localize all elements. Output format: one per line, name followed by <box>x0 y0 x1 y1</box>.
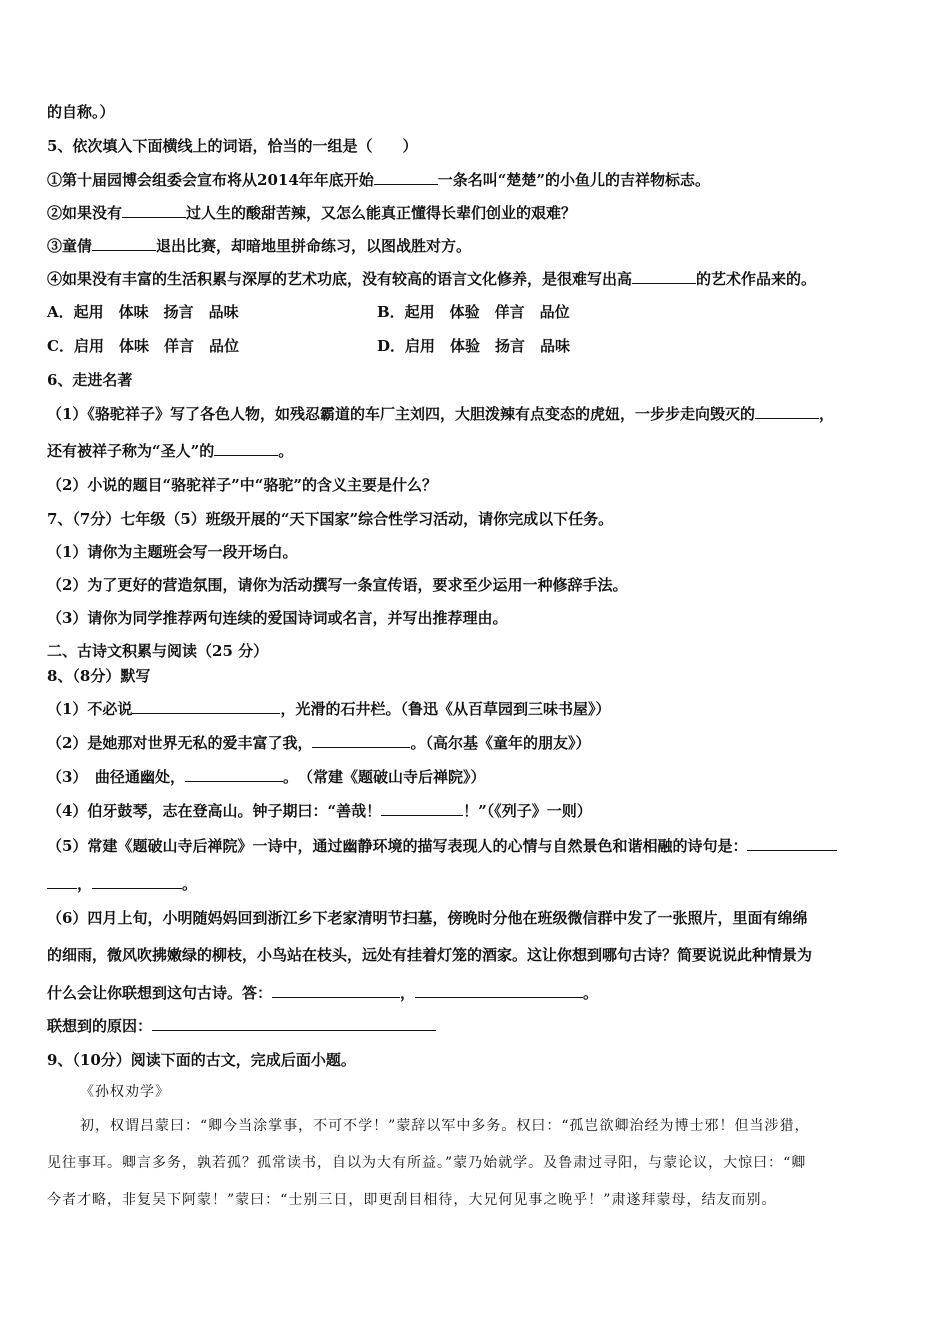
q7-task-2 <box>47 575 627 595</box>
q7-task-1 <box>47 542 297 562</box>
text: （1）《骆驼祥子》写了各色人物，如残忍霸道的车厂主刘四，大胆泼辣有点变态的虎妞，一步步走向毁灭的 <box>47 405 755 423</box>
option-b: B．起用 体验 佯言 品位 <box>377 303 570 321</box>
text: 7、（7分）七年级（5）班级开展的“天下国家”综合性学习活动，请你完成以下任务。 <box>47 510 614 528</box>
answer-blank <box>755 404 819 419</box>
section-2-heading <box>47 641 268 661</box>
text: 的细雨，微风吹拂嫩绿的柳枝，小鸟站在枝头，远处有挂着灯笼的酒家。这让你想到哪句古诗？简要说说此种情景为 <box>47 946 813 964</box>
q5-sentence-2 <box>47 203 576 223</box>
answer-blank <box>747 836 837 851</box>
answer-blank <box>312 733 410 748</box>
text: ③童倩 <box>47 237 93 255</box>
question-5-stem <box>47 136 417 156</box>
q7-task-3 <box>47 608 507 628</box>
text: 一条名叫“楚楚”的小鱼儿的吉祥物标志。 <box>437 171 711 189</box>
text: （6）四月上旬，小明随妈妈回到浙江乡下老家清明节扫墓，傍晚时分他在班级微信群中发了一张照片，里面有绵绵 <box>47 909 808 927</box>
text: （1）请你为主题班会写一段开场白。 <box>47 543 298 561</box>
text: （1）不必说 <box>47 700 133 718</box>
text: ！”（《列子》一则） <box>463 802 592 820</box>
answer-blank <box>152 1016 436 1031</box>
text: 。 （常建《题破山寺后禅院》） <box>282 768 486 786</box>
q8-item-2 <box>47 733 590 753</box>
text: （3）请你为同学推荐两句连续的爱国诗词或名言，并写出推荐理由。 <box>47 609 508 627</box>
answer-blank <box>381 801 463 816</box>
answer-blank <box>132 699 280 714</box>
answer-blank <box>92 874 182 889</box>
q8-item-5 <box>47 836 837 856</box>
text: （2）是她那对世界无私的爱丰富了我， <box>47 734 313 752</box>
answer-blank <box>632 269 696 284</box>
text: ， <box>818 405 834 423</box>
text: 。 <box>278 442 294 460</box>
q8-item-4 <box>47 801 592 821</box>
text: 5、依次填入下面横线上的词语，恰当的一组是（ ） <box>47 137 418 155</box>
text: ②如果没有 <box>47 204 123 222</box>
passage-title <box>80 1082 170 1102</box>
q6-part-1-cont <box>47 441 293 461</box>
q8-item-6-line-3 <box>47 983 598 1003</box>
text: 今者才略，非复吴下阿蒙！”蒙曰：“士别三日，即更刮目相待，大兄何见事之晚乎！”肃遂拜蒙母，结友而别。 <box>47 1192 777 1208</box>
text: （4）伯牙鼓琴，志在登高山。钟子期曰：“善哉！ <box>47 802 382 820</box>
option-c: C．启用 体味 佯言 品位 <box>47 337 239 355</box>
passage-line-3 <box>47 1190 776 1210</box>
q5-sentence-4 <box>47 269 816 289</box>
text: 9、（10分）阅读下面的古文，完成后面小题。 <box>47 1051 356 1069</box>
text: （5）常建《题破山寺后禅院》一诗中，通过幽静环境的描写表现人的心情与自然景色和谐相融的诗句是： <box>47 837 748 855</box>
passage-line-1 <box>80 1116 809 1136</box>
answer-blank <box>374 170 438 185</box>
text: 退出比赛，却暗地里拼命练习，以图战胜对方。 <box>156 237 472 255</box>
text: ， <box>400 984 416 1002</box>
text: 《孙权劝学》 <box>80 1084 170 1100</box>
text: 6、走进名著 <box>47 371 133 389</box>
question-8-stem <box>47 666 150 686</box>
q6-part-1 <box>47 404 834 424</box>
text: （3） 曲径通幽处， <box>47 768 185 786</box>
text: 。 <box>182 875 198 893</box>
answer-blank <box>47 874 77 889</box>
q8-item-6-reason <box>47 1016 436 1036</box>
text: ，光滑的石井栏。（鲁迅《从百草园到三味书屋》） <box>280 700 611 718</box>
question-7-stem <box>47 509 613 529</box>
answer-blank <box>272 983 400 998</box>
text: 过人生的酸甜苦辣，又怎么能真正懂得长辈们创业的艰难？ <box>186 204 577 222</box>
option-d: D．启用 体验 扬言 品味 <box>377 337 571 355</box>
q8-item-6 <box>47 908 807 928</box>
answer-blank <box>92 236 156 251</box>
q5-sentence-1 <box>47 170 710 190</box>
text: 二、古诗文积累与阅读（25 分） <box>47 642 269 660</box>
text: ， <box>77 875 93 893</box>
answer-blank <box>415 983 583 998</box>
answer-blank <box>214 441 278 456</box>
text: 还有被祥子称为“圣人”的 <box>47 442 215 460</box>
option-a: A．起用 体味 扬言 品味 <box>47 303 239 321</box>
text: 的艺术作品来的。 <box>696 270 817 288</box>
q6-part-2 <box>47 475 437 495</box>
question-9-stem <box>47 1050 356 1070</box>
text: 。 <box>583 984 599 1002</box>
text: （2）为了更好的营造氛围，请你为活动撰写一条宣传语，要求至少运用一种修辞手法。 <box>47 576 628 594</box>
text: ①第十届园博会组委会宣布将从2014年年底开始 <box>47 171 374 189</box>
text: 。（高尔基《童年的朋友》） <box>410 734 591 752</box>
text: （2）小说的题目“骆驼祥子”中“骆驼”的含义主要是什么？ <box>47 476 437 494</box>
text: 联想到的原因： <box>47 1017 153 1035</box>
q8-item-3 <box>47 767 485 787</box>
line-prev-answer-end <box>47 102 115 122</box>
text: 的自称。） <box>47 103 115 121</box>
text: 见往事耳。卿言多务，孰若孤？孤常读书，自以为大有所益。”蒙乃始就学。及鲁肃过寻阳，与蒙论议，大惊曰：“卿 <box>47 1155 807 1171</box>
answer-blank <box>122 203 186 218</box>
q8-item-5-cont <box>47 874 197 894</box>
text: 初，权谓吕蒙曰：“卿今当涂掌事，不可不学！”蒙辞以军中多务。权曰：“孤岂欲卿治经为博士邪！但当涉猎， <box>80 1118 810 1134</box>
q5-sentence-3 <box>47 236 471 256</box>
q8-item-1 <box>47 699 610 719</box>
answer-blank <box>185 767 283 782</box>
text: 8、（8分）默写 <box>47 667 151 685</box>
q8-item-6-line-2 <box>47 945 812 965</box>
text: ④如果没有丰富的生活积累与深厚的艺术功底，没有较高的语言文化修养，是很难写出高 <box>47 270 633 288</box>
passage-line-2 <box>47 1153 806 1173</box>
question-6-stem <box>47 370 132 390</box>
text: 什么会让你联想到这句古诗。答： <box>47 984 273 1002</box>
